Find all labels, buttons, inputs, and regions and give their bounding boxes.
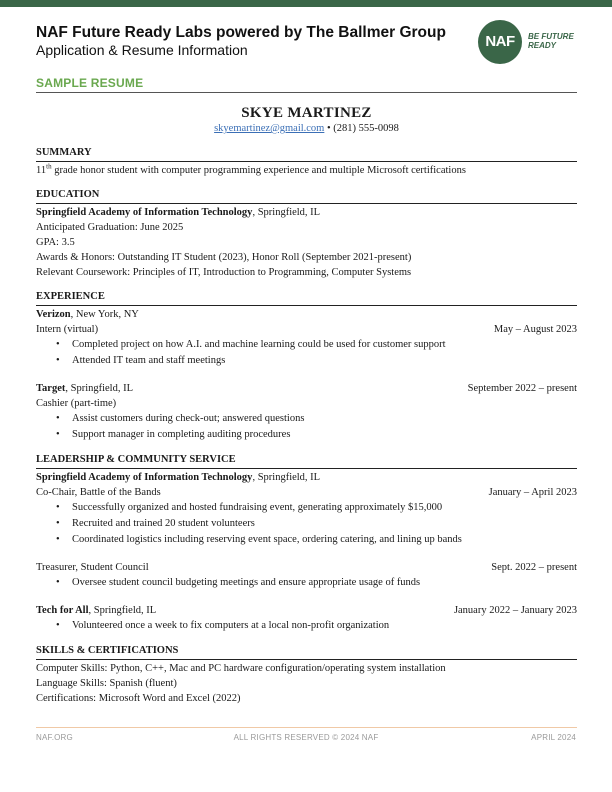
leadership-org-line [36,470,577,485]
education-school: Springfield Academy of Information Technology [36,207,253,218]
leadership-role-row [36,560,577,575]
skills-certifications: Certifications: Microsoft Word and Excel (2022) [36,693,241,704]
job-location: , New York, NY [70,309,139,320]
footer-divider [36,727,577,728]
sample-resume-divider [36,92,577,93]
footer-copyright: ALL RIGHTS RESERVED © 2024 NAF [233,733,379,742]
summary-description: grade honor student with computer programming experience and multiple Microsoft certifications [51,165,466,176]
naf-logo-mark: NAF [478,20,522,64]
naf-logo [478,20,582,64]
experience-section [36,290,577,443]
list-item: • Coordinated logistics including reserving event space, ordering catering, and lining up bands [36,532,577,548]
education-awards: Awards & Honors: Outstanding IT Student (2023), Honor Roll (September 2021-present) [36,252,412,263]
summary-text [36,163,577,178]
leadership-role: Co-Chair, Battle of the Bands [36,487,161,498]
job-location: , Springfield, IL [65,383,134,394]
footer-date: APRIL 2024 [531,733,576,742]
leadership-role-row [36,485,577,500]
skills-heading: SKILLS & CERTIFICATIONS [36,644,577,660]
phone-number: • (281) 555-0098 [324,123,399,134]
job-org-line [36,381,133,396]
education-coursework: Relevant Coursework: Principles of IT, Introduction to Programming, Computer Systems [36,267,412,278]
education-gpa: GPA: 3.5 [36,237,75,248]
spacer [36,369,577,381]
leadership-dates: Sept. 2022 – present [491,562,577,573]
job-org: Target [36,383,66,394]
leadership-role: Treasurer, Student Council [36,562,149,573]
leadership-org-row [36,603,577,618]
skills-section [36,644,577,706]
summary-section [36,146,577,178]
contact-line [36,122,577,136]
leadership-org-location: , Springfield, IL [88,605,157,616]
job-role: Cashier (part-time) [36,398,117,409]
list-item: • Successfully organized and hosted fundraising event, generating approximately $15,000 [36,500,577,516]
leadership-org-location: , Springfield, IL [252,472,321,483]
leadership-bullets [36,618,577,634]
spacer [36,548,577,560]
education-school-line [36,205,577,220]
education-location: , Springfield, IL [252,207,321,218]
education-section [36,188,577,280]
job-dates: May – August 2023 [493,324,577,335]
list-item: • Recruited and trained 20 student volunteers [36,516,577,532]
top-accent-bar [0,0,612,7]
leadership-org: Springfield Academy of Information Technology [36,472,253,483]
job-bullets [36,411,577,443]
job-role: Intern (virtual) [36,324,99,335]
logo-tagline-line-1: BE FUTURE [528,32,574,41]
job-org: Verizon [36,309,71,320]
education-graduation: Anticipated Graduation: June 2025 [36,222,184,233]
leadership-dates: January – April 2023 [488,487,577,498]
job-bullets [36,337,577,369]
job-dates: September 2022 – present [467,383,577,394]
experience-entry [36,381,577,443]
document-title: NAF Future Ready Labs powered by The Ballmer Group [36,24,446,41]
naf-logo-tagline [528,32,588,50]
leadership-dates: January 2022 – January 2023 [453,605,577,616]
logo-tagline-line-2: READY [528,41,557,50]
experience-heading: EXPERIENCE [36,290,577,306]
list-item: • Volunteered once a week to fix computers at a local non-profit organization [36,618,577,634]
leadership-org-line [36,603,156,618]
resume-body [36,104,577,706]
list-item: • Attended IT team and staff meetings [36,353,577,369]
list-item: • Oversee student council budgeting meetings and ensure appropriate usage of funds [36,575,577,591]
skills-computer: Computer Skills: Python, C++, Mac and PC hardware configuration/operating system installation [36,663,446,674]
experience-entry [36,307,577,369]
skills-language: Language Skills: Spanish (fluent) [36,678,177,689]
leadership-heading: LEADERSHIP & COMMUNITY SERVICE [36,453,577,469]
summary-heading: SUMMARY [36,146,577,162]
list-item: • Assist customers during check-out; answered questions [36,411,577,427]
summary-grade-suffix: th [46,162,52,171]
leadership-bullets [36,575,577,591]
job-role-row [36,322,577,337]
leadership-org: Tech for All [36,605,89,616]
list-item: • Completed project on how A.I. and machine learning could be used for customer support [36,337,577,353]
email-link[interactable]: skyemartinez@gmail.com [214,123,325,134]
footer-website[interactable]: NAF.ORG [36,733,73,742]
education-heading: EDUCATION [36,188,577,204]
spacer [36,591,577,603]
job-org-line [36,307,577,322]
sample-resume-label: SAMPLE RESUME [36,76,144,90]
leadership-bullets [36,500,577,548]
job-org-row [36,381,577,396]
applicant-name: SKYE MARTINEZ [241,105,372,121]
leadership-section [36,453,577,634]
list-item: • Support manager in completing auditing procedures [36,427,577,443]
summary-grade-number: 11 [36,165,47,176]
document-subtitle: Application & Resume Information [36,42,248,58]
